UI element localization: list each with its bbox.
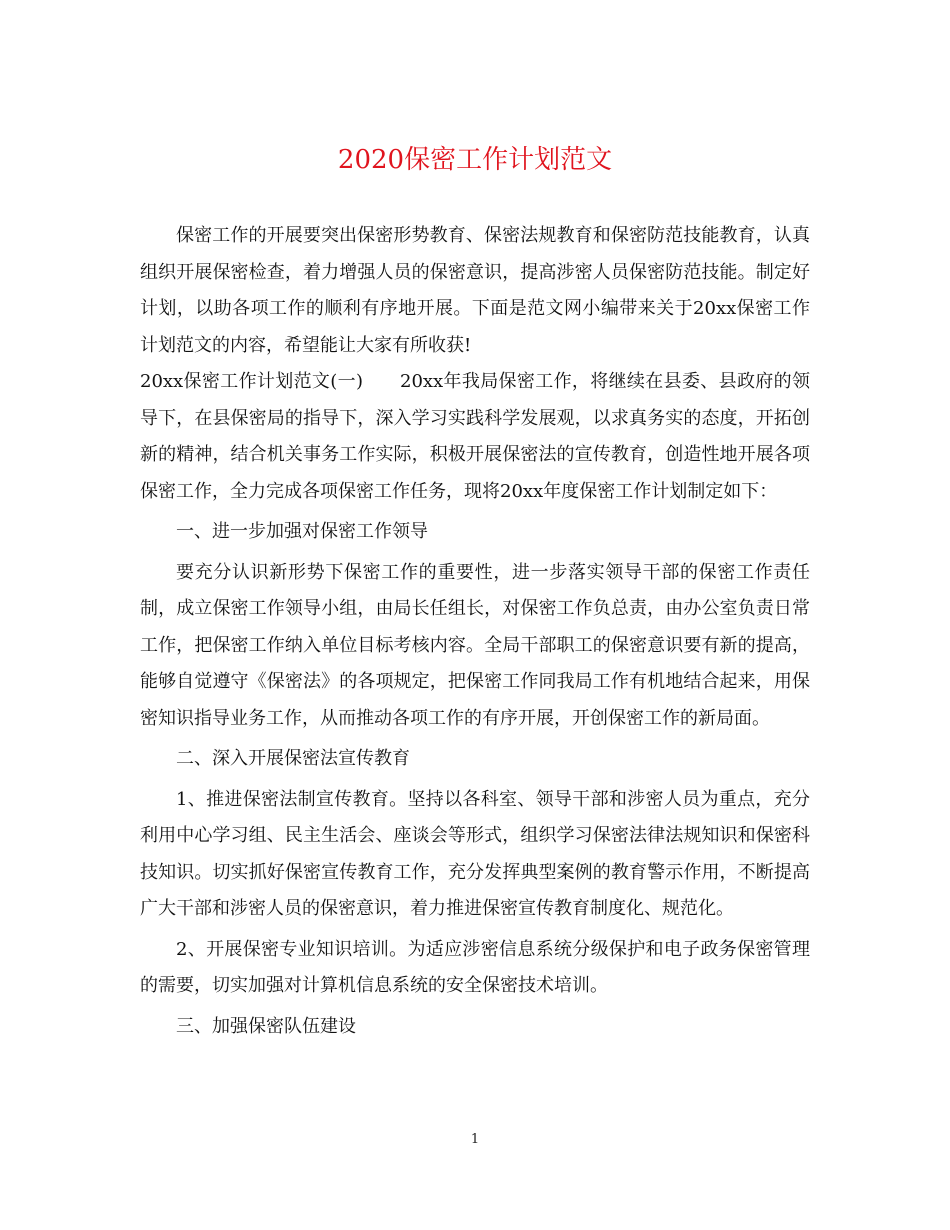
section-heading-3: 三、加强保密队伍建设 xyxy=(176,1015,356,1037)
section-2-item-2: 2、开展保密专业知识培训。为适应涉密信息系统分级保护和电子政务保密管理的需要，切实加强对计算机信息系统的安全保密技术培训。 xyxy=(140,938,810,996)
intro-paragraph: 保密工作的开展要突出保密形势教育、保密法规教育和保密防范技能教育，认真组织开展保密检查，着力增强人员的保密意识，提高涉密人员保密防范技能。制定好计划，以助各项工作的顺利有序地开展。下面是范文网小编带来关于20xx保密工作计划范文的内容，希望能让大家有所收获! xyxy=(140,225,810,356)
plan-paragraph: 20xx保密工作计划范文(一) 20xx年我局保密工作，将继续在县委、县政府的领导下，在县保密局的指导下，深入学习实践科学发展观，以求真务实的态度，开拓创新的精神，结合机关事务工作实际，积极开展保密法的宣传教育，创造性地开展各项保密工作，全力完成各项保密工作任务，现将20xx年度保密工作计划制定如下： xyxy=(140,371,810,502)
page-number: 1 xyxy=(470,1132,480,1147)
document-body xyxy=(140,218,810,1045)
section-1-paragraph: 要充分认识新形势下保密工作的重要性，进一步落实领导干部的保密工作责任制，成立保密工作领导小组，由局长任组长，对保密工作负总责，由办公室负责日常工作，把保密工作纳入单位目标考核内容。全局干部职工的保密意识要有新的提高，能够自觉遵守《保密法》的各项规定，把保密工作同我局工作有机地结合起来，用保密知识指导业务工作，从而推动各项工作的有序开展，开创保密工作的新局面。 xyxy=(140,561,810,729)
section-heading-1: 一、进一步加强对保密工作领导 xyxy=(176,521,428,542)
section-2-item-1: 1、推进保密法制宣传教育。坚持以各科室、领导干部和涉密人员为重点，充分利用中心学习组、民主生活会、座谈会等形式，组织学习保密法律法规知识和保密科技知识。切实抓好保密宣传教育工作，充分发挥典型案例的教育警示作用，不断提高广大干部和涉密人员的保密意识，着力推进保密宣传教育制度化、规范化。 xyxy=(140,788,810,919)
section-heading-2: 二、深入开展保密法宣传教育 xyxy=(176,748,410,769)
document-title: 2020保密工作计划范文 xyxy=(337,145,613,175)
